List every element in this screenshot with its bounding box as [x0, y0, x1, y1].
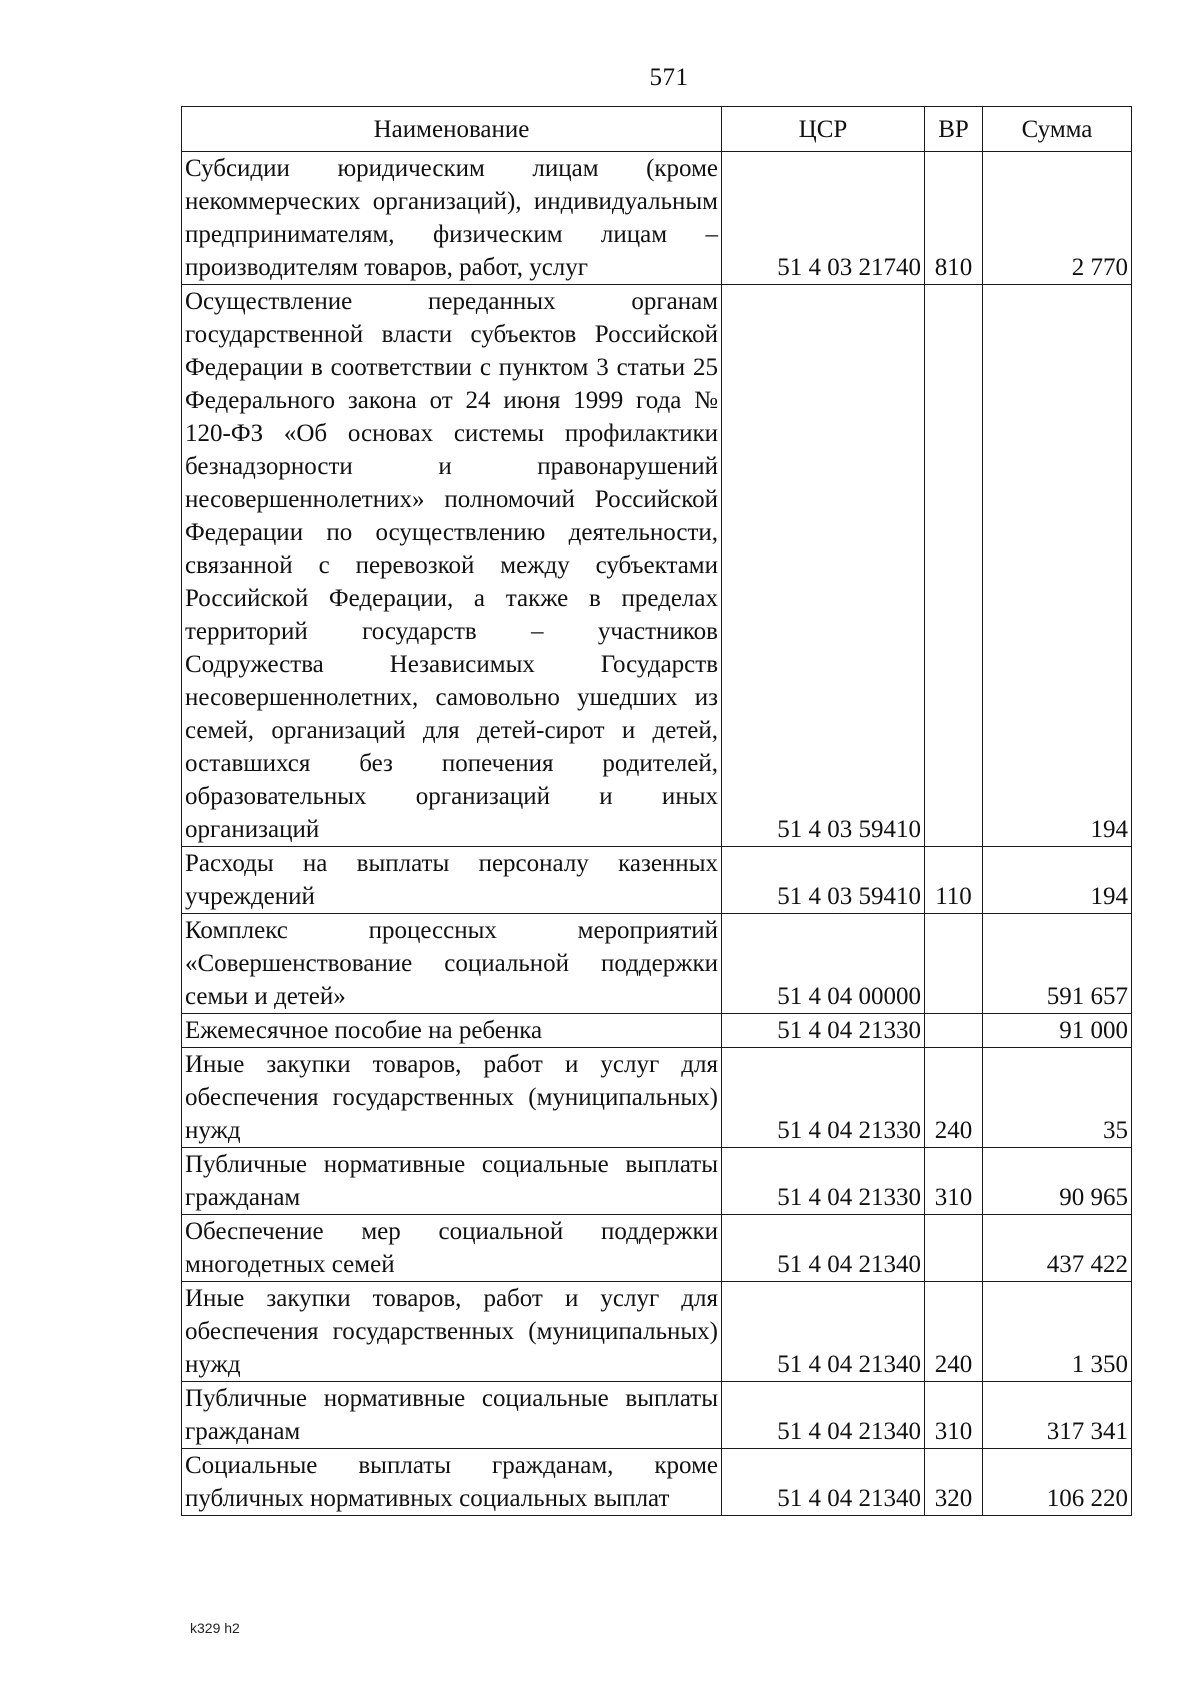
row-csr: 51 4 04 21340 [722, 1282, 925, 1382]
table-row [182, 285, 1132, 847]
row-name: Обеспечение мер социальной поддержки многодетных семей [182, 1215, 722, 1282]
row-vr: 240 [925, 1282, 983, 1382]
table-header-row [182, 107, 1132, 152]
header-sum: Сумма [983, 107, 1132, 152]
table-row [182, 1048, 1132, 1148]
header-vr: ВР [925, 107, 983, 152]
table-row [182, 152, 1132, 285]
row-sum: 1 350 [983, 1282, 1132, 1382]
table-row [182, 914, 1132, 1014]
row-csr: 51 4 04 21330 [722, 1014, 925, 1048]
row-vr [925, 1215, 983, 1282]
row-name: Социальные выплаты гражданам, кроме публичных нормативных социальных выплат [182, 1449, 722, 1516]
row-name: Комплекс процессных мероприятий «Совершенствование социальной поддержки семьи и детей» [182, 914, 722, 1014]
row-csr: 51 4 04 00000 [722, 914, 925, 1014]
row-name: Публичные нормативные социальные выплаты гражданам [182, 1148, 722, 1215]
row-sum: 106 220 [983, 1449, 1132, 1516]
row-name: Ежемесячное пособие на ребенка [182, 1014, 722, 1048]
row-csr: 51 4 03 59410 [722, 847, 925, 914]
row-vr: 320 [925, 1449, 983, 1516]
row-sum: 194 [983, 285, 1132, 847]
row-vr: 310 [925, 1148, 983, 1215]
row-sum: 437 422 [983, 1215, 1132, 1282]
table-row [182, 1382, 1132, 1449]
page-number: 571 [649, 64, 689, 91]
row-sum: 91 000 [983, 1014, 1132, 1048]
table-row [182, 847, 1132, 914]
row-vr [925, 285, 983, 847]
row-sum: 317 341 [983, 1382, 1132, 1449]
row-vr [925, 914, 983, 1014]
table-row [182, 1014, 1132, 1048]
row-csr: 51 4 04 21340 [722, 1215, 925, 1282]
row-csr: 51 4 04 21340 [722, 1449, 925, 1516]
row-csr: 51 4 03 21740 [722, 152, 925, 285]
table-row [182, 1282, 1132, 1382]
row-sum: 35 [983, 1048, 1132, 1148]
row-csr: 51 4 04 21330 [722, 1148, 925, 1215]
row-csr: 51 4 04 21330 [722, 1048, 925, 1148]
row-vr: 110 [925, 847, 983, 914]
table-row [182, 1215, 1132, 1282]
row-name: Расходы на выплаты персоналу казенных учреждений [182, 847, 722, 914]
footer-code: k329 h2 [190, 1620, 240, 1636]
row-csr: 51 4 04 21340 [722, 1382, 925, 1449]
row-name: Иные закупки товаров, работ и услуг для обеспечения государственных (муниципальных) нужд [182, 1282, 722, 1382]
row-vr: 310 [925, 1382, 983, 1449]
header-name: Наименование [182, 107, 722, 152]
row-name: Субсидии юридическим лицам (кроме некоммерческих организаций), индивидуальным предпринимателям, физическим лицам – производителям товаров, работ, услуг [182, 152, 722, 285]
row-csr: 51 4 03 59410 [722, 285, 925, 847]
row-vr: 810 [925, 152, 983, 285]
row-sum: 591 657 [983, 914, 1132, 1014]
row-vr [925, 1014, 983, 1048]
header-csr: ЦСР [722, 107, 925, 152]
row-name: Осуществление переданных органам государственной власти субъектов Российской Федерации в соответствии с пунктом 3 статьи 25 Федерального закона от 24 июня 1999 года № 120-ФЗ «Об основах системы профилактики безнадзорности и правонарушений несовершеннолетних» полномочий Российской Федерации по осуществлению деятельности, связанной с перевозкой между субъектами Российской Федерации, а также в пределах территорий государств – участников Содружества Независимых Государств несовершеннолетних, самовольно ушедших из семей, организаций для детей-сирот и детей, оставшихся без попечения родителей, образовательных организаций и иных организаций [182, 285, 722, 847]
table-row [182, 1449, 1132, 1516]
row-sum: 194 [983, 847, 1132, 914]
budget-table [181, 106, 1132, 1516]
row-sum: 2 770 [983, 152, 1132, 285]
row-name: Иные закупки товаров, работ и услуг для обеспечения государственных (муниципальных) нужд [182, 1048, 722, 1148]
row-sum: 90 965 [983, 1148, 1132, 1215]
table-row [182, 1148, 1132, 1215]
row-name: Публичные нормативные социальные выплаты гражданам [182, 1382, 722, 1449]
row-vr: 240 [925, 1048, 983, 1148]
